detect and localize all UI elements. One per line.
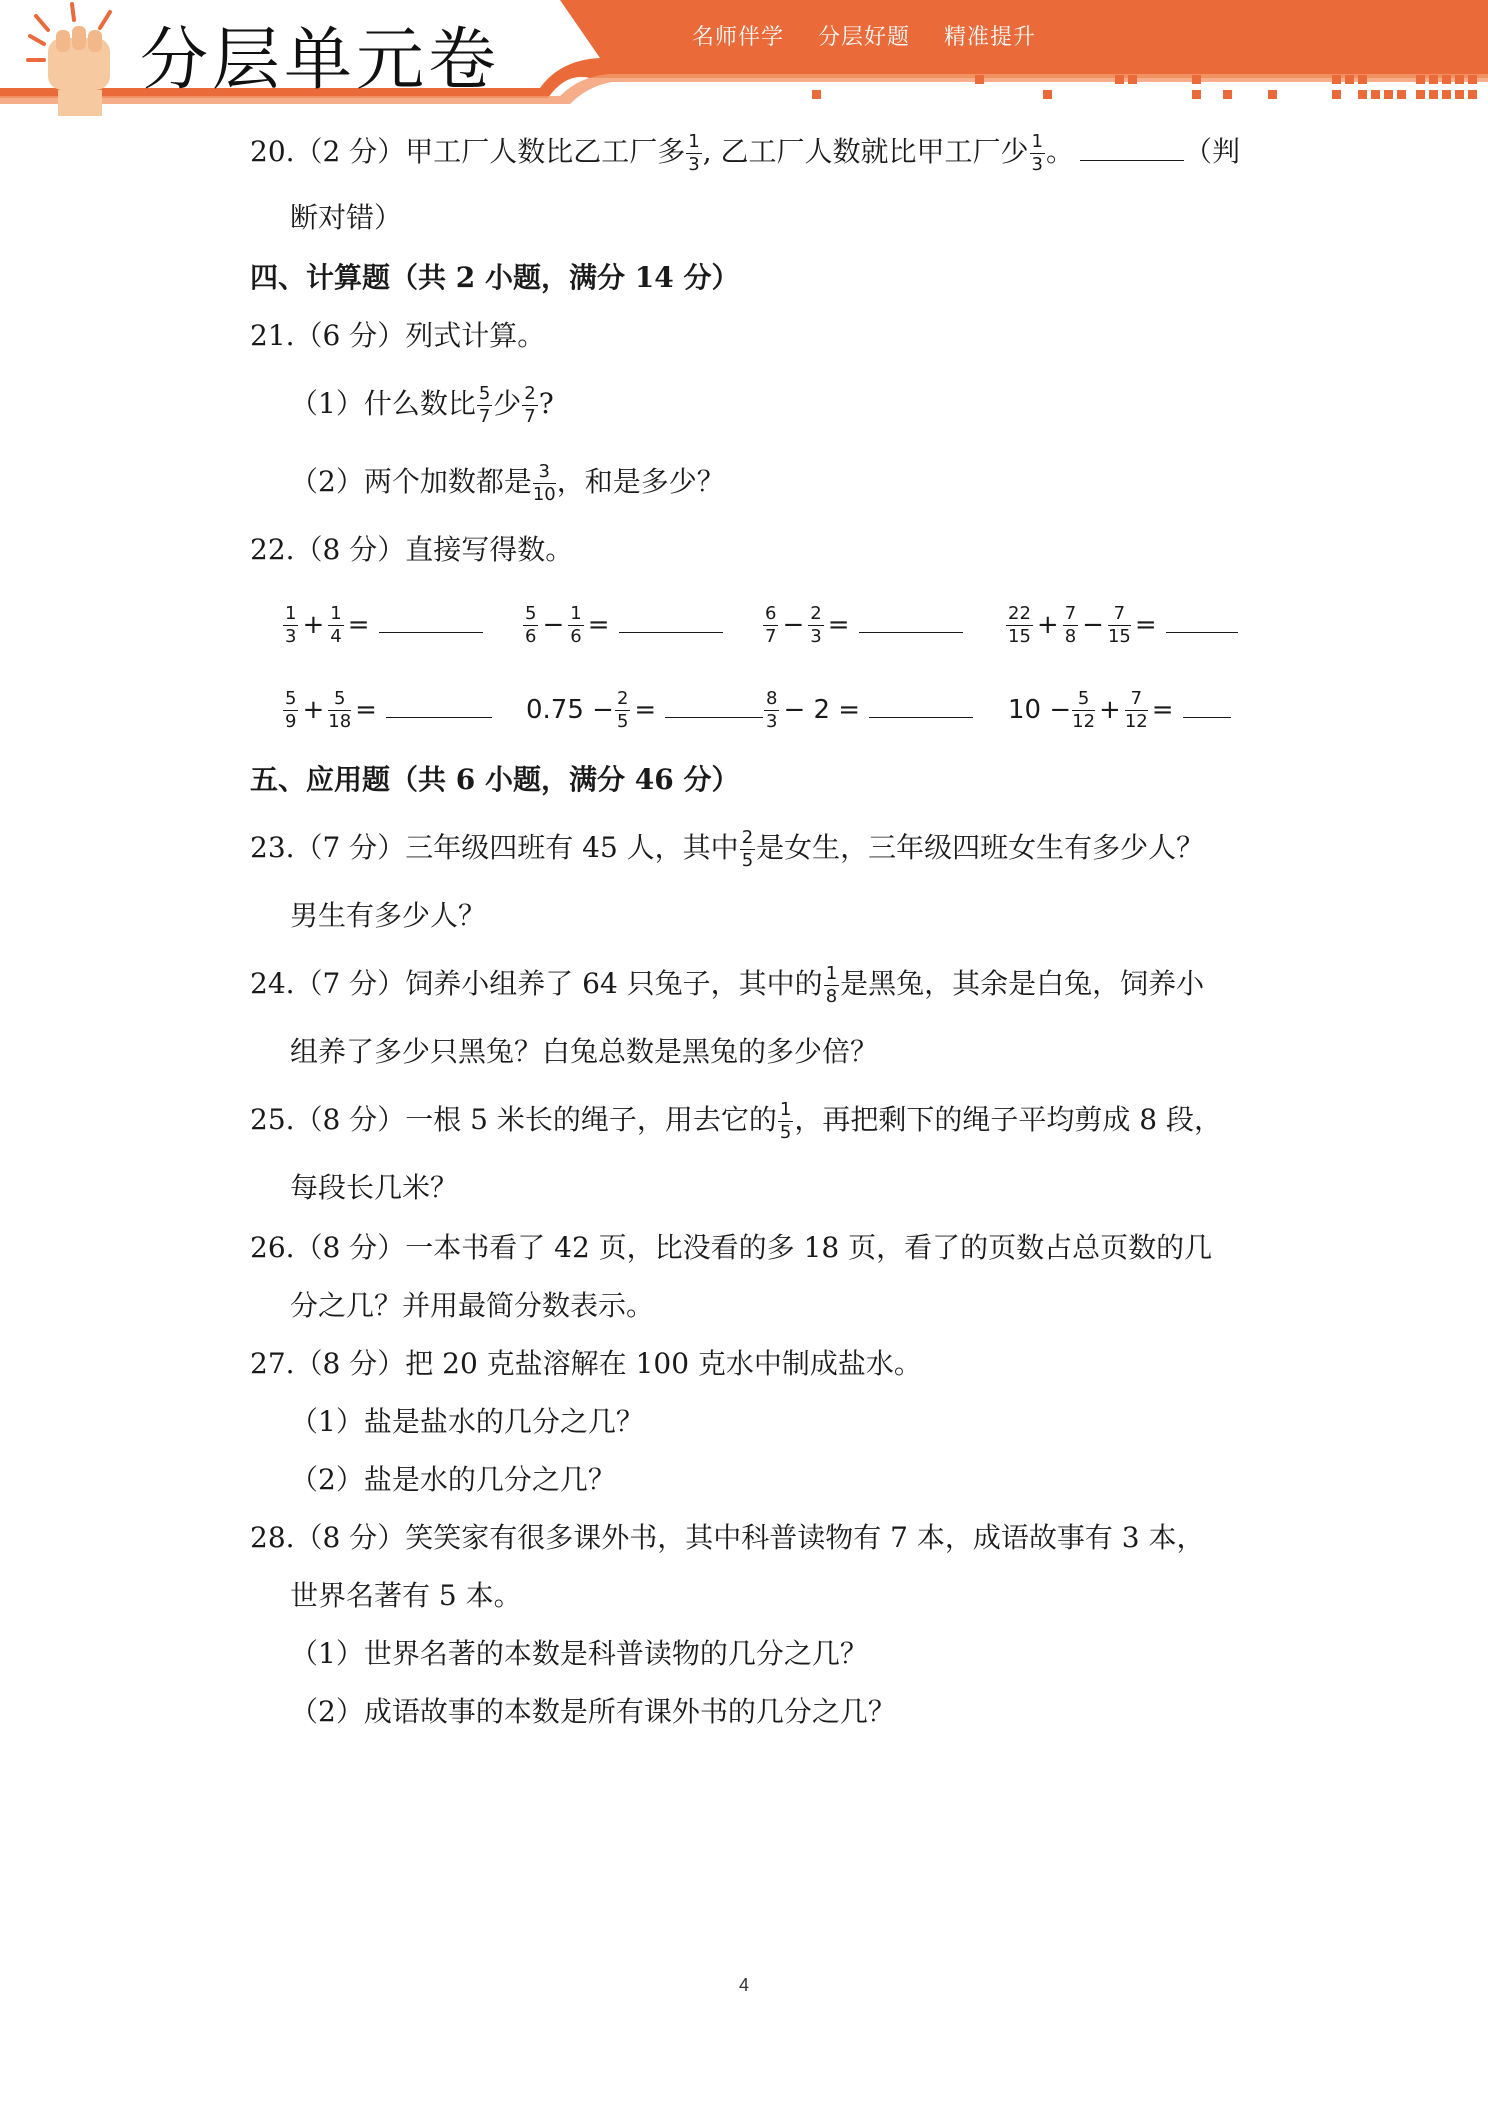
q20-text-c: 。 — [1045, 135, 1074, 168]
question-26: 26.（8 分）一本书看了 42 页，比没看的多 18 页，看了的页数占总页数的几 — [250, 1231, 1213, 1264]
q28-part1: （1）世界名著的本数是科普读物的几分之几？ — [290, 1637, 868, 1670]
fraction: $\frac{5}{7}$ — [478, 383, 491, 427]
fraction: $\frac{1}{3}$ — [688, 131, 700, 175]
q26-line2: 分之几？并用最简分数表示。 — [290, 1289, 655, 1322]
q21-part2: （2）两个加数都是 $\frac{3}{10}$ ，和是多少？ — [290, 461, 725, 505]
fraction: $\frac{2}{7}$ — [524, 383, 536, 427]
question-22: 22.（8 分）直接写得数。 — [250, 533, 574, 566]
question-20 — [250, 132, 1240, 174]
fraction: $\frac{1}{8}$ — [825, 963, 838, 1007]
equation-8: 10 − $\frac{5}{12}$ + $\frac{7}{12}$ = — [1008, 680, 1231, 740]
equation-5: $\frac{5}{9}$ + $\frac{5}{18}$ = — [282, 680, 492, 740]
q23-line2: 男生有多少人？ — [290, 899, 487, 932]
q20-text-b: , 乙工厂人数就比甲工厂少 — [702, 135, 1029, 168]
answer-blank[interactable] — [1080, 158, 1184, 161]
answer-blank[interactable] — [379, 630, 483, 633]
equation-4: $\frac{22}{15}$ + $\frac{7}{8}$ − $\frac{7}{15}$ = — [1005, 595, 1238, 655]
equation-3: $\frac{6}{7}$ − $\frac{2}{3}$ = — [762, 595, 963, 655]
q24-line2: 组养了多少只黑兔？白兔总数是黑兔的多少倍？ — [290, 1035, 879, 1068]
answer-blank[interactable] — [665, 715, 763, 718]
q28-part2: （2）成语故事的本数是所有课外书的几分之几？ — [290, 1695, 896, 1728]
page-number: 4 — [738, 1975, 749, 1995]
question-25: 25.（8 分）一根 5 米长的绳子，用去它的 $\frac{1}{5}$ ，再把剩下的绳子平均剪成 8 段， — [250, 1099, 1222, 1143]
equation-7: $\frac{8}{3}$ − 2 = — [763, 680, 973, 740]
q21-part1: （1）什么数比 $\frac{5}{7}$ 少 $\frac{2}{7}$ ? — [290, 383, 554, 427]
answer-blank[interactable] — [1166, 630, 1238, 633]
fraction: $\frac{1}{3}$ — [1031, 131, 1043, 175]
fraction: $\frac{1}{5}$ — [779, 1099, 792, 1143]
q20-line2: 断对错） — [290, 201, 403, 234]
answer-blank[interactable] — [386, 715, 492, 718]
section-4-heading: 四、计算题（共 2 小题，满分 14 分） — [250, 261, 740, 294]
slogan-2: 分层好题 — [818, 25, 911, 50]
answer-blank[interactable] — [619, 630, 723, 633]
q27-part2: （2）盐是水的几分之几？ — [290, 1463, 616, 1496]
equation-6: 0.75 − $\frac{2}{5}$ = — [526, 680, 763, 740]
slogan-1: 名师伴学 — [692, 25, 785, 50]
fraction: $\frac{2}{5}$ — [741, 827, 754, 871]
brand-title: 分层单元卷 — [140, 21, 501, 100]
equation-2: $\frac{5}{6}$ − $\frac{1}{6}$ = — [522, 595, 723, 655]
section-5-heading: 五、应用题（共 6 小题，满分 46 分） — [250, 763, 740, 796]
q20-text-d: （判 — [1183, 135, 1240, 168]
answer-blank[interactable] — [1183, 715, 1231, 718]
question-28: 28.（8 分）笑笑家有很多课外书，其中科普读物有 7 本，成语故事有 3 本， — [250, 1521, 1205, 1554]
slogan-3: 精准提升 — [944, 25, 1037, 50]
question-21: 21.（6 分）列式计算。 — [250, 319, 546, 352]
q28-line2: 世界名著有 5 本。 — [290, 1579, 522, 1612]
q27-part1: （1）盐是盐水的几分之几？ — [290, 1405, 644, 1438]
question-24: 24.（7 分）饲养小组养了 64 只兔子，其中的 $\frac{1}{8}$ 是黑兔，其余是白兔，饲养小 — [250, 963, 1205, 1007]
equation-1: $\frac{1}{3}$ + $\frac{1}{4}$ = — [282, 595, 483, 655]
q20-text-a: 20.（2 分）甲工厂人数比乙工厂多 — [250, 135, 686, 168]
question-23: 23.（7 分）三年级四班有 45 人，其中 $\frac{2}{5}$ 是女生，三年级四班女生有多少人？ — [250, 827, 1205, 871]
fraction: $\frac{3}{10}$ — [532, 461, 556, 505]
answer-blank[interactable] — [869, 715, 973, 718]
question-27: 27.（8 分）把 20 克盐溶解在 100 克水中制成盐水。 — [250, 1347, 922, 1380]
q25-line2: 每段长几米？ — [290, 1171, 459, 1204]
answer-blank[interactable] — [859, 630, 963, 633]
